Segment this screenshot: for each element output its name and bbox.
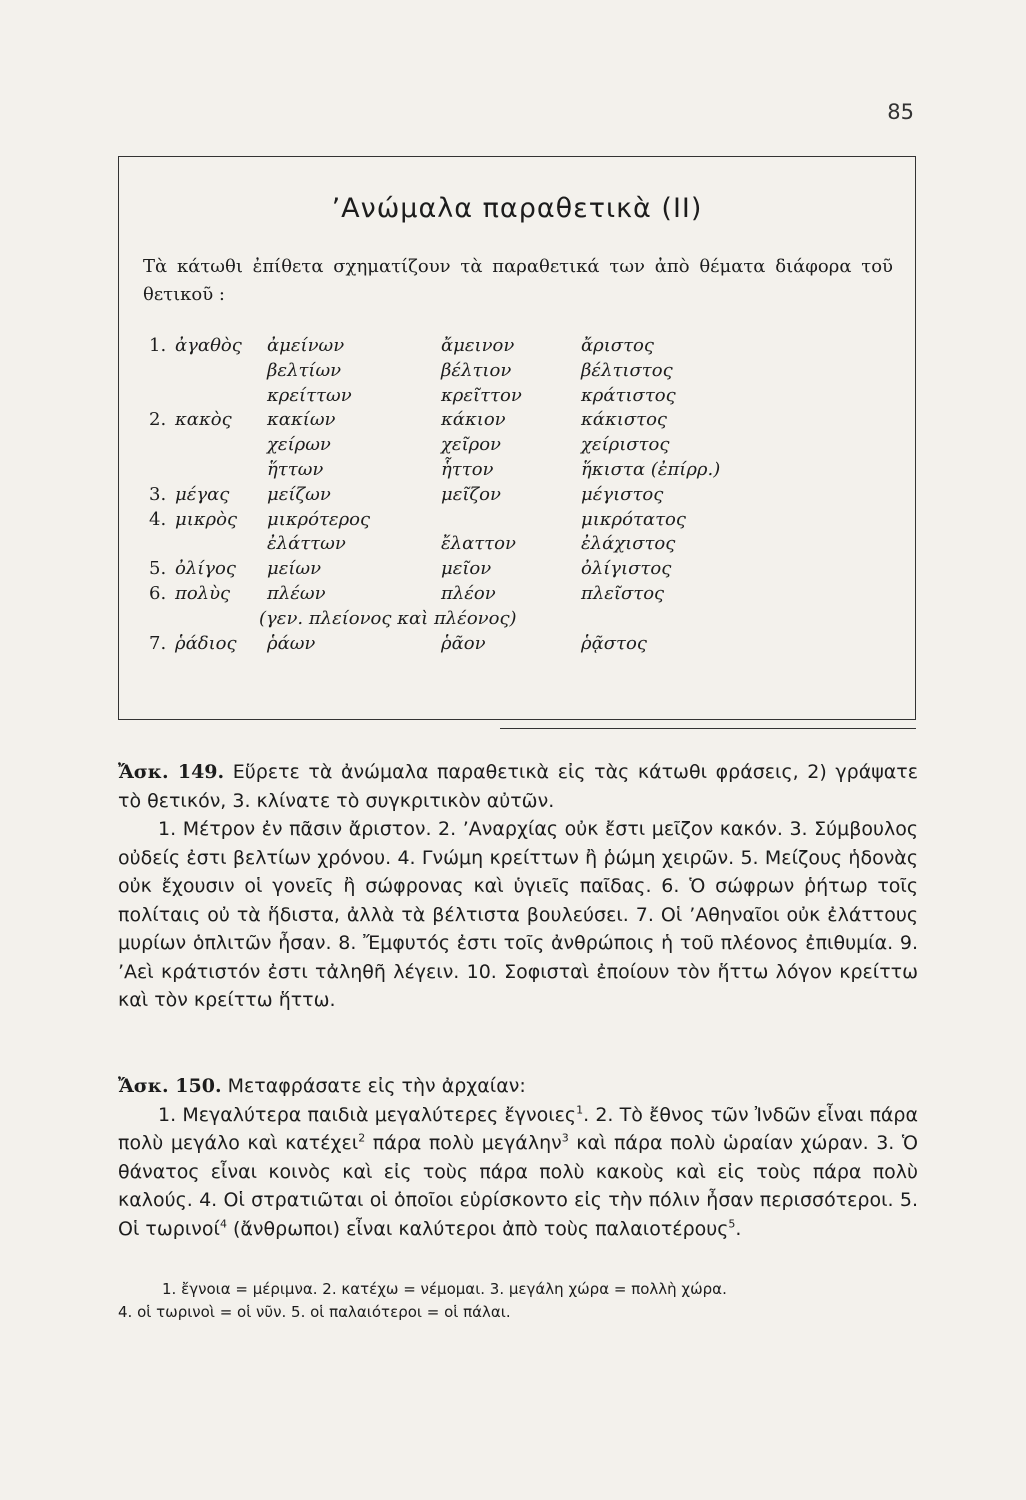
cell-adv: μεῖον <box>441 558 492 580</box>
sentence-text: . 2. Τὸ ἔθνος τῶν Ἰνδῶν εἶναι πάρα πολὺ μεγάλο καὶ κατέχει <box>118 1103 918 1154</box>
cell-pos: κακὸς <box>175 409 232 431</box>
cell-num: 6. <box>149 583 167 604</box>
box-intro: Τὰ κάτωθι ἐπίθετα σχηματίζουν τὰ παραθετικά των ἀπὸ θέματα διάφορα τοῦ θετικοῦ : <box>143 256 893 305</box>
cell-pos: πολὺς <box>175 583 231 604</box>
footnotes-line-1: 1. ἔγνοια = μέριμνα. 2. κατέχω = νέμομαι. 3. μεγάλη χώρα = πολλὴ χώρα. <box>162 1280 727 1298</box>
cell-num: 5. <box>149 558 167 580</box>
cell-comp: χείρων <box>267 434 331 456</box>
cell-num: 7. <box>149 632 167 654</box>
genitive-note: (γεν. πλείονος καὶ πλέονος) <box>259 607 517 629</box>
cell-pos: μέγας <box>175 483 230 505</box>
cell-comp: κρείττων <box>267 384 352 406</box>
cell-comp: κακίων <box>267 409 336 431</box>
cell-num: 1. <box>149 335 167 356</box>
cell-adv: μεῖζον <box>441 483 501 505</box>
footnote-marker: 4 <box>219 1217 227 1231</box>
cell-sup: μέγιστος <box>581 483 664 505</box>
footnote-marker: 2 <box>358 1131 366 1145</box>
box-bottom-rule <box>500 728 916 729</box>
cell-num: 3. <box>149 483 167 505</box>
page-number: 85 <box>887 100 914 124</box>
cell-adv: ἄμεινον <box>441 335 515 356</box>
exercise-149-label: Ἄσκ. 149. <box>118 761 225 783</box>
cell-adv: ἧττον <box>441 459 494 480</box>
cell-sup: κράτιστος <box>581 384 676 406</box>
cell-adv: πλέον <box>441 583 496 604</box>
cell-comp: ἐλάττων <box>267 533 346 555</box>
exercise-150-instruction: Μεταφράσατε εἰς τὴν ἀρχαίαν: <box>227 1075 526 1097</box>
sentence-text: 1. Μεγαλύτερα παιδιὰ μεγαλύτερες ἔγνοιες <box>158 1103 577 1126</box>
footnote-marker: 1 <box>576 1103 584 1117</box>
cell-sup: ἥκιστα (ἐπίρρ.) <box>581 459 721 480</box>
cell-sup: χείριστος <box>581 434 670 456</box>
cell-adv: κρεῖττον <box>441 384 522 406</box>
footnote-marker: 3 <box>561 1131 569 1145</box>
cell-comp: βελτίων <box>267 359 342 381</box>
cell-num: 4. <box>149 508 167 530</box>
exercise-149-instruction: Εὕρετε τὰ ἀνώμαλα παραθετικὰ εἰς τὰς κάτωθι φράσεις, 2) γράψατε τὸ θετικόν, 3. κλίνατε τὸ συγκριτικὸν αὐτῶν. <box>118 761 919 812</box>
cell-sup: βέλτιστος <box>581 359 673 381</box>
cell-comp: ἥττων <box>267 459 324 480</box>
cell-adv: ῥᾶον <box>441 632 486 654</box>
footnotes-line-2: 4. οἱ τωρινοὶ = οἱ νῦν. 5. οἱ παλαιότεροι = οἱ πάλαι. <box>118 1303 511 1321</box>
sentence-text: (ἄνθρωποι) εἶναι καλύτεροι ἀπὸ τοὺς παλαιοτέρους <box>226 1217 729 1240</box>
cell-sup: μικρότατος <box>581 508 686 530</box>
sentence-text: . <box>735 1217 742 1240</box>
cell-sup: ἄριστος <box>581 335 654 356</box>
cell-comp: μικρότερος <box>267 508 371 530</box>
cell-sup: ἐλάχιστος <box>581 533 676 555</box>
cell-pos: ἀγαθὸς <box>175 335 242 356</box>
cell-pos: μικρὸς <box>175 508 238 530</box>
cell-comp: ἀμείνων <box>267 335 345 356</box>
irregular-comparatives-box <box>118 156 916 720</box>
cell-sup: κάκιστος <box>581 409 667 431</box>
cell-comp: ῥάων <box>267 632 316 654</box>
cell-sup: ὀλίγιστος <box>581 558 672 580</box>
cell-comp: μείων <box>267 558 322 580</box>
cell-adv: χεῖρον <box>441 434 501 456</box>
box-title: ’Ανώμαλα παραθετικὰ (ΙΙ) <box>331 193 703 224</box>
footnote-marker: 5 <box>728 1217 736 1231</box>
cell-adv: βέλτιον <box>441 359 512 381</box>
cell-num: 2. <box>149 409 167 431</box>
cell-adv: κάκιον <box>441 409 506 431</box>
cell-adv: ἔλαττον <box>441 533 516 555</box>
cell-sup: πλεῖστος <box>581 583 665 604</box>
sentence-text: πάρα πολὺ μεγάλην <box>365 1132 562 1154</box>
cell-pos: ῥάδιος <box>175 632 237 654</box>
exercise-149-body: 1. Μέτρον ἐν πᾶσιν ἄριστον. 2. ’Αναρχίας οὐκ ἔστι μεῖζον κακόν. 3. Σύμβουλος οὐδείς ἐστι βελτίων χρόνου. 4. Γνώμη κρείττων ἢ ῥώμη χειρῶν. 5. Μείζους ἡδονὰς οὐκ ἔχουσιν οἱ γονεῖς ἢ σώφρονας καὶ ὑγιεῖς παῖδας. 6. Ὁ σώφρων ῥήτωρ τοῖς πολίταις οὐ τὰ ἥδιστα, ἀλλὰ τὰ βέλτιστα βουλεύσει. 7. Οἱ ’Αθηναῖοι οὐκ ἐλάττους μυρίων ὁπλιτῶν ἦσαν. 8. Ἔμφυτός ἐστι τοῖς ἀνθρώποις ἡ τοῦ πλέονος ἐπιθυμία. 9. ’Αεὶ κράτιστόν ἐστι τἀληθῆ λέγειν. 10. Σοφισταὶ ἐποίουν τὸν ἥττω λόγον κρείττω καὶ τὸν κρείττω ἥττω. <box>118 818 918 1011</box>
footnotes <box>118 1278 918 1324</box>
exercise-150-body <box>118 1101 918 1244</box>
exercise-150 <box>118 1072 918 1243</box>
sentence-text: καὶ πάρα πολὺ ὡραίαν χώραν. 3. Ὁ θάνατος εἶναι κοινὸς καὶ εἰς τοὺς πάρα πολὺ κακοὺς καὶ εἰς τοὺς πάρα πολὺ καλούς. 4. Οἱ στρατιῶται οἱ ὁποῖοι εὑρίσκοντο εἰς τὴν πόλιν ἦσαν περισσότεροι. 5. Οἱ τωρινοί <box>118 1132 918 1240</box>
cell-comp: πλέων <box>267 583 326 604</box>
exercise-150-label: Ἄσκ. 150. <box>118 1075 222 1097</box>
cell-comp: μείζων <box>267 483 331 505</box>
cell-sup: ῥᾷστος <box>581 632 647 654</box>
exercise-149 <box>118 758 918 1015</box>
cell-pos: ὀλίγος <box>175 558 236 580</box>
